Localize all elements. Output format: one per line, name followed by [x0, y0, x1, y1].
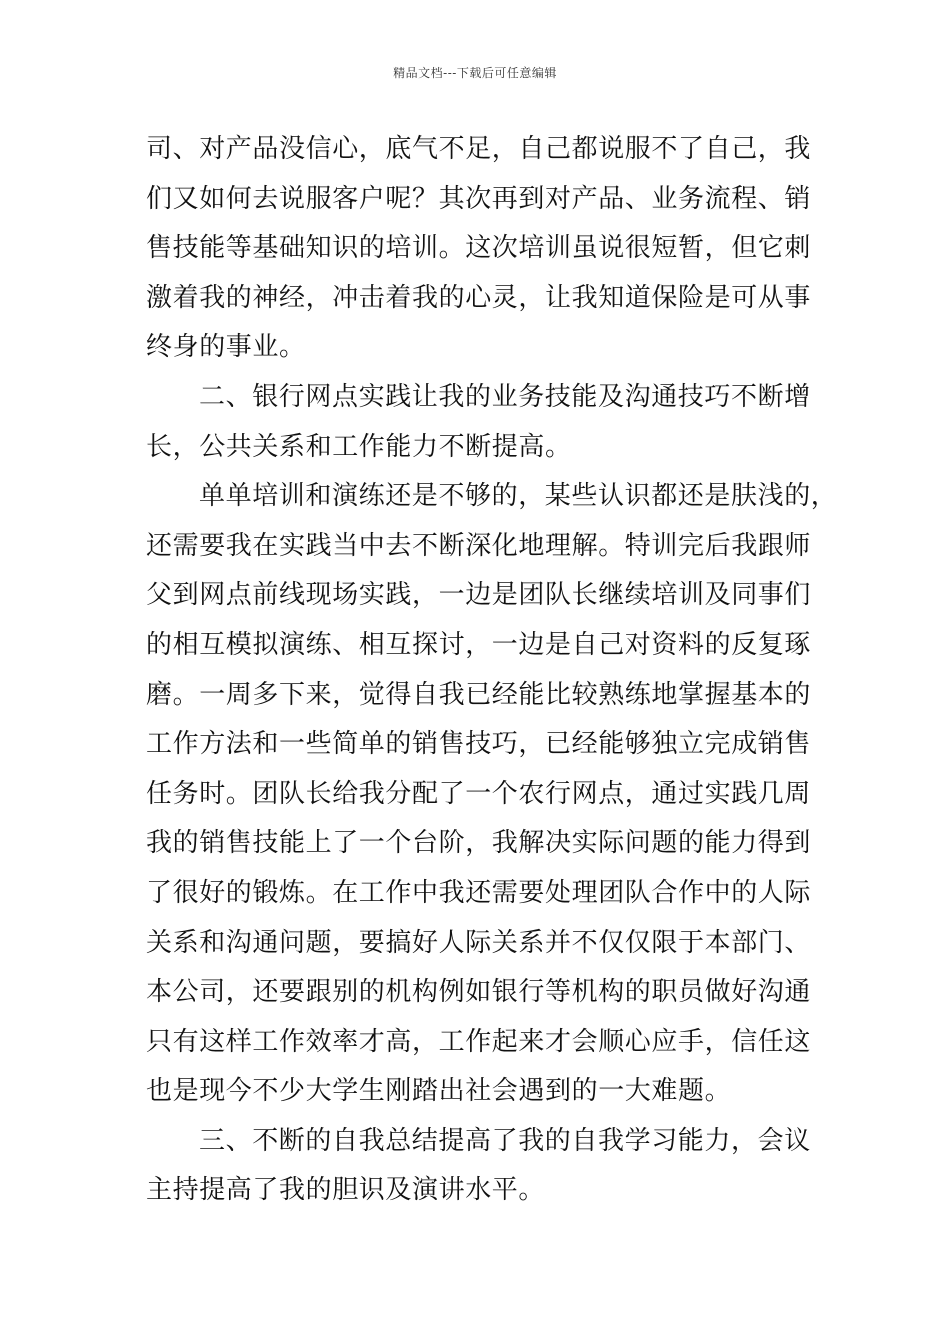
text-line: 还需要我在实践当中去不断深化地理解。特训完后我跟师: [146, 530, 812, 561]
text-line: 主持提高了我的胆识及演讲水平。: [146, 1175, 546, 1206]
text-line: 的相互模拟演练、相互探讨，一边是自己对资料的反复琢: [146, 629, 812, 660]
text-line: 二、银行网点实践让我的业务技能及沟通技巧不断增: [199, 381, 811, 412]
text-line: 任务时。团队长给我分配了一个农行网点，通过实践几周: [146, 778, 812, 809]
text-line: 父到网点前线现场实践，一边是团队长继续培训及同事们: [146, 580, 812, 611]
text-line: 司、对产品没信心，底气不足，自己都说服不了自己，我: [146, 134, 812, 164]
text-line: 三、不断的自我总结提高了我的自我学习能力，会议: [199, 1125, 811, 1156]
text-line: 了很好的锻炼。在工作中我还需要处理团队合作中的人际: [146, 877, 812, 908]
text-line: 激着我的神经，冲击着我的心灵，让我知道保险是可从事: [146, 282, 812, 313]
text-line: 关系和沟通问题，要搞好人际关系并不仅仅限于本部门、: [146, 927, 812, 958]
text-line: 磨。一周多下来，觉得自我已经能比较熟练地掌握基本的: [146, 679, 812, 710]
text-line: 们又如何去说服客户呢？其次再到对产品、业务流程、销: [146, 183, 812, 214]
text-line: 只有这样工作效率才高，工作起来才会顺心应手，信任这: [146, 1026, 812, 1057]
document-body: [146, 125, 838, 1216]
section-heading-paragraph: [146, 1117, 811, 1216]
text-line: 也是现今不少大学生刚踏出社会遇到的一大难题。: [146, 1076, 732, 1107]
text-line: 我的销售技能上了一个台阶，我解决实际问题的能力得到: [146, 828, 812, 859]
page-header: 精品文档---下载后可任意编辑: [393, 66, 557, 80]
text-line: 工作方法和一些简单的销售技巧，已经能够独立完成销售: [146, 729, 812, 760]
text-line: 终身的事业。: [146, 332, 306, 363]
text-line: 售技能等基础知识的培训。这次培训虽说很短暂，但它刺: [146, 233, 812, 264]
paragraph: [146, 125, 811, 373]
text-line: 单单培训和演练还是不够的，某些认识都还是肤浅的，: [199, 481, 838, 512]
text-line: 长，公共关系和工作能力不断提高。: [146, 431, 572, 462]
section-heading-paragraph: [146, 373, 811, 472]
text-line: 本公司，还要跟别的机构例如银行等机构的职员做好沟通: [146, 977, 812, 1008]
paragraph: [146, 472, 838, 1117]
